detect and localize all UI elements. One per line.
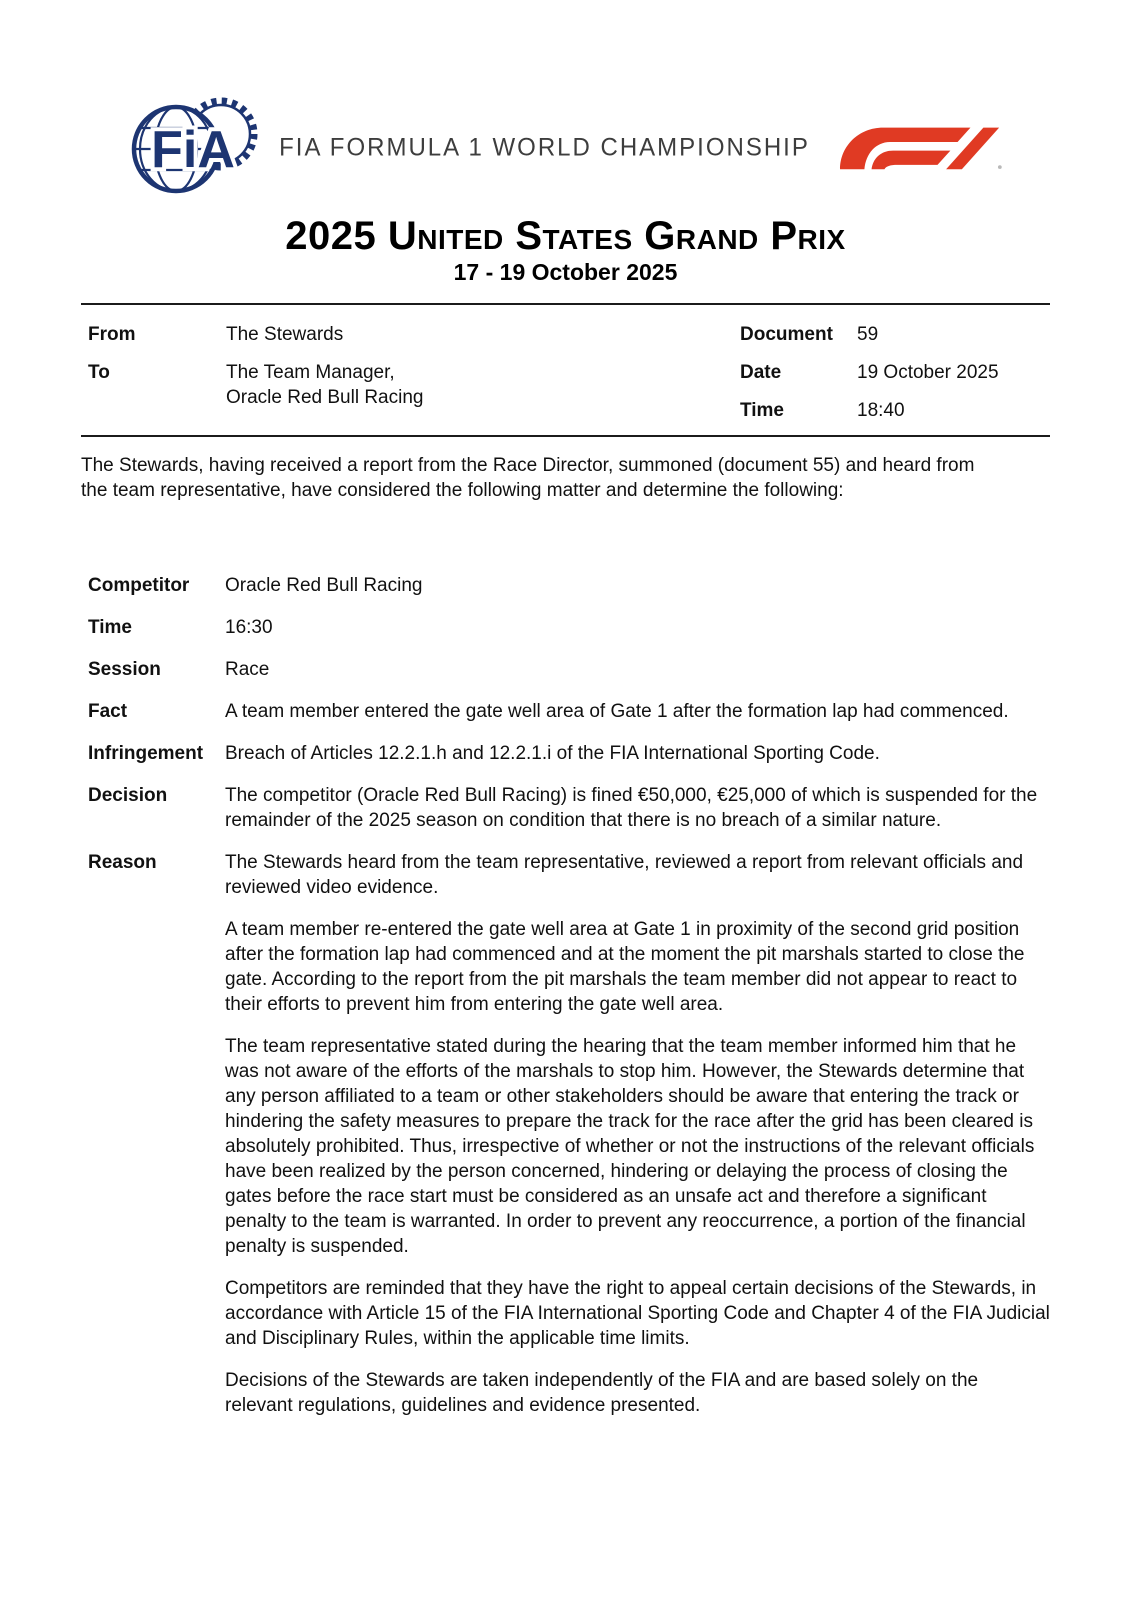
fia-logo-icon <box>129 93 259 201</box>
registered-trademark-dot <box>998 165 1002 169</box>
section-fact <box>88 699 1050 724</box>
f1-logo-icon <box>830 116 1002 178</box>
meta-table <box>81 305 1050 423</box>
infringement-value <box>225 741 1050 766</box>
infringement-label: Infringement <box>88 743 204 764</box>
session-label: Session <box>88 659 161 680</box>
reason-paragraph-4: Competitors are reminded that they have the right to appeal certain decisions of the Stewards, in accordance with Article 15 of the FIA International Sporting Code and Chapter 4 of the FIA Judicial and Disciplinary Rules, within the applicable time limits. <box>225 1278 1050 1349</box>
reason-label: Reason <box>88 852 157 873</box>
session-text: Race <box>225 659 270 680</box>
time-section-label: Time <box>88 617 133 638</box>
meta-left-column <box>88 322 740 423</box>
reason-value <box>225 850 1050 1418</box>
date-label: Date <box>740 362 782 383</box>
fact-text: A team member entered the gate well area of Gate 1 after the formation lap had commenced. <box>225 701 1009 722</box>
event-date-range: 17 - 19 October 2025 <box>453 259 678 285</box>
section-infringement <box>88 741 1050 766</box>
fia-logo <box>129 93 259 201</box>
document-label: Document <box>740 324 833 345</box>
to-value <box>226 360 740 410</box>
from-label: From <box>88 324 136 345</box>
decision-sections <box>81 573 1050 1418</box>
document-header <box>81 0 1050 204</box>
to-value-line2: Oracle Red Bull Racing <box>226 387 424 408</box>
decision-label: Decision <box>88 785 168 806</box>
time-value: 18:40 <box>857 400 905 421</box>
event-title: 2025 United States Grand Prix <box>285 214 846 258</box>
f1-logo <box>830 116 1002 178</box>
fact-value <box>225 699 1050 724</box>
intro-paragraph: The Stewards, having received a report from the Race Director, summoned (document 55) and heard from the team representative, have considered the following matter and determine the following: <box>81 455 975 501</box>
championship-wordmark: FIA FORMULA 1 WORLD CHAMPIONSHIP <box>279 132 810 162</box>
to-value-line1: The Team Manager, <box>226 362 395 383</box>
meta-row-time <box>740 398 1050 423</box>
date-value: 19 October 2025 <box>857 362 999 383</box>
meta-row-to <box>88 360 740 410</box>
meta-row-from <box>88 322 740 347</box>
decision-value <box>225 783 1050 833</box>
fact-label: Fact <box>88 701 128 722</box>
time-section-text: 16:30 <box>225 617 273 638</box>
document-value: 59 <box>857 324 879 345</box>
to-label: To <box>88 362 110 383</box>
time-section-value <box>225 615 1050 640</box>
from-value: The Stewards <box>226 324 344 345</box>
section-reason <box>88 850 1050 1418</box>
meta-row-document <box>740 322 1050 347</box>
reason-paragraph-2: A team member re-entered the gate well area at Gate 1 in proximity of the second grid position after the formation lap had commenced and at the moment the pit marshals started to close the gate. According to the report from the pit marshals the team member did not appear to react to their efforts to prevent him from entering the gate well area. <box>225 919 1025 1015</box>
competitor-text: Oracle Red Bull Racing <box>225 575 423 596</box>
meta-row-date <box>740 360 1050 385</box>
infringement-text: Breach of Articles 12.2.1.h and 12.2.1.i of the FIA International Sporting Code. <box>225 743 880 764</box>
meta-right-column <box>740 322 1050 423</box>
time-label: Time <box>740 400 785 421</box>
competitor-label: Competitor <box>88 575 190 596</box>
section-decision <box>88 783 1050 833</box>
decision-text: The competitor (Oracle Red Bull Racing) is fined €50,000, €25,000 of which is suspended for the remainder of the 2025 season on condition that there is no breach of a similar nature. <box>225 785 1038 831</box>
section-session <box>88 657 1050 682</box>
competitor-value <box>225 573 1050 598</box>
section-time <box>88 615 1050 640</box>
session-value <box>225 657 1050 682</box>
reason-paragraph-5: Decisions of the Stewards are taken independently of the FIA and are based solely on the relevant regulations, guidelines and evidence presented. <box>225 1370 979 1416</box>
divider-bottom <box>81 435 1050 437</box>
fia-logo-text: FiA <box>151 121 235 179</box>
reason-paragraph-1: The Stewards heard from the team representative, reviewed a report from relevant officials and reviewed video evidence. <box>225 852 1024 898</box>
section-competitor <box>88 573 1050 598</box>
reason-paragraph-3: The team representative stated during the hearing that the team member informed him that he was not aware of the efforts of the marshals to stop him. However, the Stewards determine that any person affiliated to a team or other stakeholders should be aware that entering the track or hindering the safety measures to prepare the track for the race after the grid has been cleared is absolutely prohibited. Thus, irrespective of whether or not the instructions of the relevant officials have been realized by the person concerned, hindering or delaying the process of closing the gates before the race start must be considered as an unsafe act and therefore a significant penalty to the team is warranted. In order to prevent any reoccurrence, a portion of the financial penalty is suspended. <box>225 1036 1035 1257</box>
